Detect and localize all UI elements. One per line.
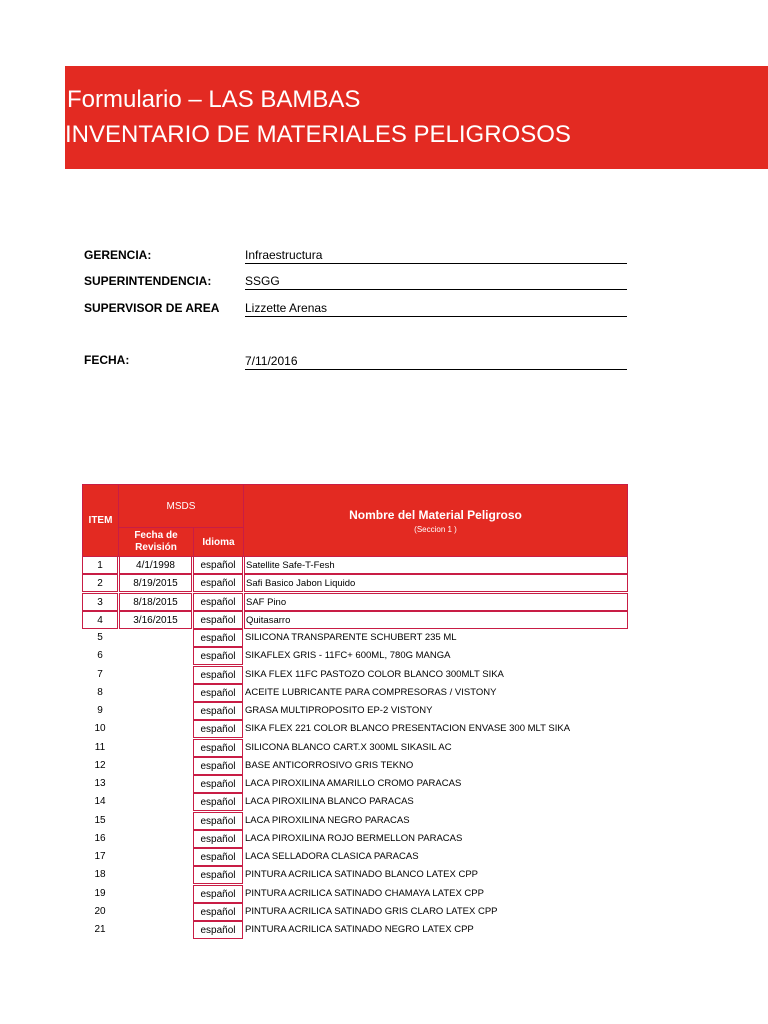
item-number: 10 <box>94 723 106 735</box>
item-number: 16 <box>94 832 106 844</box>
supervisor-label: SUPERVISOR DE AREA <box>84 301 220 315</box>
item-number: 9 <box>97 705 103 716</box>
revision-date <box>119 793 192 811</box>
col-idioma-header: Idioma <box>193 527 244 557</box>
material-name: Quitasarro <box>244 611 628 629</box>
language: español <box>193 885 243 903</box>
revision-date <box>119 720 192 738</box>
revision-date <box>119 702 192 720</box>
revision-date <box>119 739 192 757</box>
revision-date <box>119 647 192 665</box>
material-name: SIKA FLEX 11FC PASTOZO COLOR BLANCO 300MLT SIKA <box>245 668 504 680</box>
language: español <box>193 757 243 775</box>
language: español <box>193 647 243 665</box>
material-name: ACEITE LUBRICANTE PARA COMPRESORAS / VISTONY <box>245 686 497 698</box>
language: español <box>193 830 243 848</box>
col-nombre-header <box>243 484 628 557</box>
material-name: SILICONA TRANSPARENTE SCHUBERT 235 ML <box>245 632 457 643</box>
language: español <box>193 739 243 757</box>
col-msds-header: MSDS <box>118 484 244 528</box>
revision-date <box>119 684 192 702</box>
item-number: 14 <box>94 796 106 808</box>
item-number: 1 <box>82 556 118 574</box>
revision-date <box>119 885 192 903</box>
language: español <box>193 775 243 793</box>
language: español <box>193 574 243 592</box>
fecha-label: FECHA: <box>84 353 130 367</box>
language: español <box>193 629 243 647</box>
item-number: 8 <box>97 686 103 698</box>
item-number: 17 <box>94 851 106 862</box>
material-name: GRASA MULTIPROPOSITO EP-2 VISTONY <box>245 705 433 716</box>
item-number: 5 <box>97 632 103 643</box>
gerencia-label: GERENCIA: <box>84 248 152 262</box>
revision-date: 8/19/2015 <box>119 574 192 592</box>
material-name: SAF Pino <box>244 593 628 611</box>
material-name: PINTURA ACRILICA SATINADO CHAMAYA LATEX CPP <box>245 887 484 899</box>
language: español <box>193 684 243 702</box>
language: español <box>193 556 243 574</box>
revision-date <box>119 775 192 793</box>
col-nombre-title: Nombre del Material Peligroso <box>349 507 522 522</box>
fecha-value: 7/11/2016 <box>245 353 627 370</box>
language: español <box>193 611 243 629</box>
item-number: 18 <box>94 869 106 881</box>
item-number: 19 <box>94 887 106 899</box>
form-subtitle: INVENTARIO DE MATERIALES PELIGROSOS <box>65 121 571 148</box>
material-name: PINTURA ACRILICA SATINADO GRIS CLARO LATEX CPP <box>245 905 498 917</box>
item-number: 12 <box>94 759 106 771</box>
gerencia-value: Infraestructura <box>245 247 627 264</box>
revision-date <box>119 866 192 884</box>
supervisor-value: Lizzette Arenas <box>245 300 627 317</box>
item-number: 6 <box>97 650 103 662</box>
item-number: 15 <box>94 814 106 826</box>
revision-date <box>119 629 192 647</box>
col-item-header: ITEM <box>82 484 119 557</box>
language: español <box>193 848 243 866</box>
language: español <box>193 793 243 811</box>
superintendencia-value: SSGG <box>245 273 627 290</box>
title-banner <box>65 66 768 169</box>
language: español <box>193 666 243 684</box>
language: español <box>193 702 243 720</box>
language: español <box>193 720 243 738</box>
superintendencia-label: SUPERINTENDENCIA: <box>84 274 212 288</box>
language: español <box>193 866 243 884</box>
material-name: SILICONA BLANCO CART.X 300ML SIKASIL AC <box>245 741 452 753</box>
item-number: 4 <box>82 611 118 629</box>
language: español <box>193 593 243 611</box>
material-name: LACA PIROXILINA NEGRO PARACAS <box>245 814 410 826</box>
col-fecha-header: Fecha de Revisión <box>118 527 194 557</box>
col-nombre-subtitle: (Seccion 1 ) <box>414 524 457 534</box>
language: español <box>193 812 243 830</box>
item-number: 2 <box>82 574 118 592</box>
material-name: PINTURA ACRILICA SATINADO NEGRO LATEX CPP <box>245 924 474 935</box>
revision-date <box>119 757 192 775</box>
material-name: SIKAFLEX GRIS - 11FC+ 600ML, 780G MANGA <box>245 650 451 662</box>
form-title: Formulario – LAS BAMBAS <box>67 86 361 113</box>
revision-date <box>119 848 192 866</box>
item-number: 21 <box>94 924 106 935</box>
revision-date: 4/1/1998 <box>119 556 192 574</box>
language: español <box>193 921 243 939</box>
revision-date <box>119 830 192 848</box>
material-name: LACA PIROXILINA BLANCO PARACAS <box>245 796 414 808</box>
material-name: SIKA FLEX 221 COLOR BLANCO PRESENTACION ENVASE 300 MLT SIKA <box>245 723 571 735</box>
material-name: PINTURA ACRILICA SATINADO BLANCO LATEX CPP <box>245 869 478 881</box>
revision-date <box>119 812 192 830</box>
material-name: Safi Basico Jabon Liquido <box>244 574 628 592</box>
item-number: 20 <box>94 905 106 917</box>
material-name: BASE ANTICORROSIVO GRIS TEKNO <box>245 759 414 771</box>
revision-date <box>119 903 192 921</box>
revision-date: 3/16/2015 <box>119 611 192 629</box>
item-number: 3 <box>82 593 118 611</box>
item-number: 11 <box>94 741 106 753</box>
language: español <box>193 903 243 921</box>
material-name: LACA PIROXILINA AMARILLO CROMO PARACAS <box>245 778 462 789</box>
revision-date <box>119 921 192 939</box>
material-name: LACA PIROXILINA ROJO BERMELLON PARACAS <box>245 832 463 844</box>
material-name: Satellite Safe-T-Fesh <box>244 556 628 574</box>
item-number: 13 <box>94 778 106 789</box>
revision-date: 8/18/2015 <box>119 593 192 611</box>
revision-date <box>119 666 192 684</box>
material-name: LACA SELLADORA CLASICA PARACAS <box>245 851 419 862</box>
item-number: 7 <box>97 668 103 680</box>
